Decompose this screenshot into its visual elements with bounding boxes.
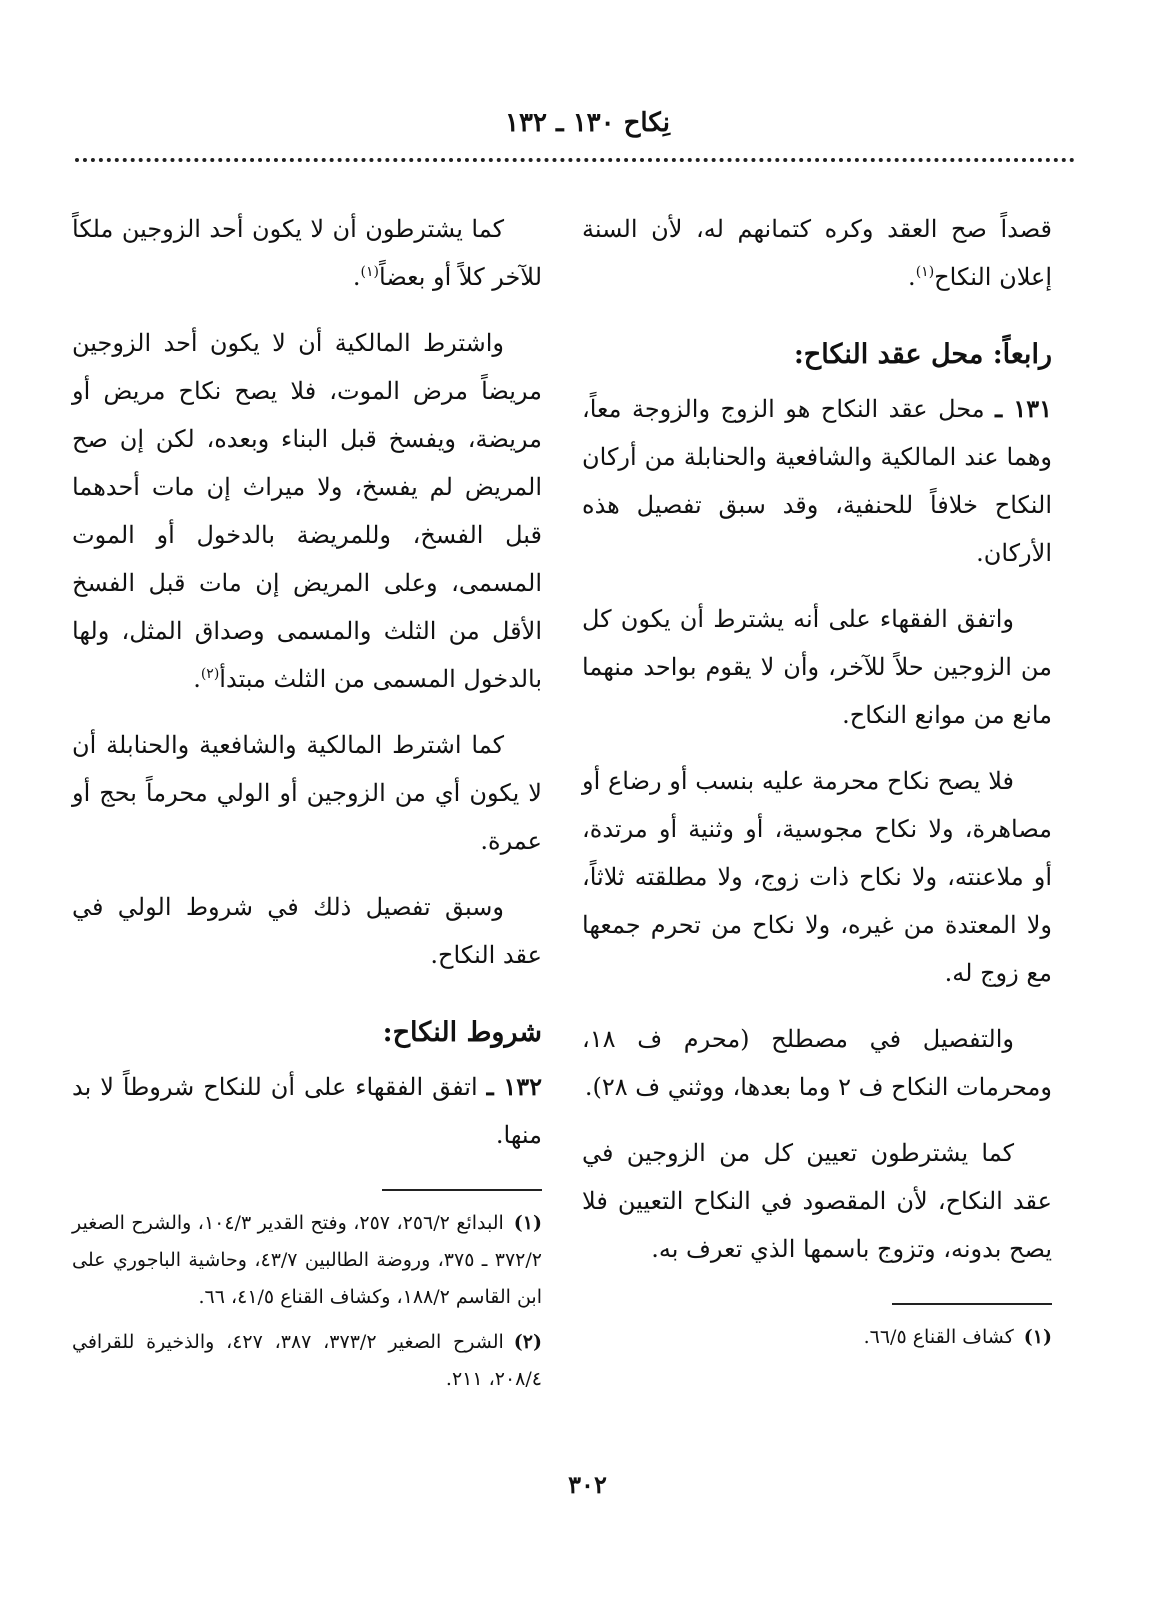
footnote-ref: (١) xyxy=(915,264,935,280)
page-number: ٣٠٢ xyxy=(568,1470,607,1499)
paragraph: ١٣١ ـ محل عقد النكاح هو الزوج والزوجة معاً، وهما عند المالكية والشافعية والحنابلة من أركان النكاح خلافاً للحنفية، وقد سبق تفصيل هذه الأركان. xyxy=(582,394,1052,567)
section-heading: رابعاً: محل عقد النكاح: xyxy=(793,339,1052,370)
paragraph: ١٣٢ ـ اتفق الفقهاء على أن للنكاح شروطاً لا بد منها. xyxy=(72,1072,542,1149)
footnote: (١)كشاف القناع ٦٦/٥. xyxy=(863,1326,1052,1348)
footnote-ref: (٢) xyxy=(200,666,220,682)
paragraph: قصداً صح العقد وكره كتمانهم له، لأن السنة إعلان النكاح$^{(١)}$. xyxy=(582,215,1052,291)
footnote-divider xyxy=(892,1303,1052,1305)
section-number: ١٣١ ـ xyxy=(995,394,1052,423)
footnote-ref: (١) xyxy=(360,264,380,280)
header-divider xyxy=(75,158,1075,162)
paragraph: كما يشترطون أن لا يكون أحد الزوجين ملكاً للآخر كلاً أو بعضاً$^{(١)}$. xyxy=(72,215,542,291)
section-number: ١٣٢ ـ xyxy=(486,1072,542,1101)
paragraph: والتفصيل في مصطلح (محرم ف ١٨، ومحرمات النكاح ف ٢ وما بعدها، ووثني ف ٢٨). xyxy=(582,1025,1052,1101)
paragraph: واشترط المالكية أن لا يكون أحد الزوجين مريضاً مرض الموت، فلا يصح نكاح مريض أو مريضة، ويفسخ قبل البناء وبعده، لكن إن صح المريض لم يفسخ، ولا ميراث إن مات أحدهما قبل الفسخ، وللمريضة بالدخول أو الموت المسمى، وعلى المريض إن مات قبل الفسخ الأقل من الثلث والمسمى وصداق المثل، ولها بالدخول المسمى من الثلث مبتدأ$^{(٢)}$. xyxy=(72,329,542,693)
paragraph: واتفق الفقهاء على أنه يشترط أن يكون كل من الزوجين حلاً للآخر، وأن لا يقوم بواحد منهما مانع من موانع النكاح. xyxy=(582,605,1052,729)
right-column xyxy=(582,205,1052,1364)
paragraph: كما اشترط المالكية والشافعية والحنابلة أن لا يكون أي من الزوجين أو الولي محرماً بحج أو عمرة. xyxy=(72,731,542,855)
footnote: (١)البدائع ٢٥٦/٢، ٢٥٧، وفتح القدير ١٠٤/٣، والشرح الصغير ٣٧٢/٢ ـ ٣٧٥، وروضة الطالبين ٤٣/٧، وحاشية الباجوري على ابن القاسم ١٨٨/٢، وكشاف القناع ٤١/٥، ٦٦. xyxy=(72,1212,542,1308)
paragraph: وسبق تفصيل ذلك في شروط الولي في عقد النكاح. xyxy=(72,893,542,969)
left-column xyxy=(72,205,542,1406)
footnote: (٢)الشرح الصغير ٣٧٣/٢، ٣٨٧، ٤٢٧، والذخيرة للقرافي ٢٠٨/٤، ٢١١. xyxy=(72,1331,543,1390)
footnote-divider xyxy=(382,1189,542,1191)
paragraph: كما يشترطون تعيين كل من الزوجين في عقد النكاح، لأن المقصود في النكاح التعيين فلا يصح بدونه، وتزوج باسمها الذي تعرف به. xyxy=(582,1139,1052,1263)
section-heading: شروط النكاح: xyxy=(382,1017,542,1048)
page-header: نِكاح ١٣٠ ـ ١٣٢ xyxy=(505,108,670,138)
paragraph: فلا يصح نكاح محرمة عليه بنسب أو رضاع أو مصاهرة، ولا نكاح مجوسية، أو وثنية أو مرتدة، أو ملاعنته، ولا نكاح ذات زوج، ولا مطلقته ثلاثاً، ولا المعتدة من غيره، ولا نكاح من تحرم جمعها مع زوج له. xyxy=(582,767,1052,987)
